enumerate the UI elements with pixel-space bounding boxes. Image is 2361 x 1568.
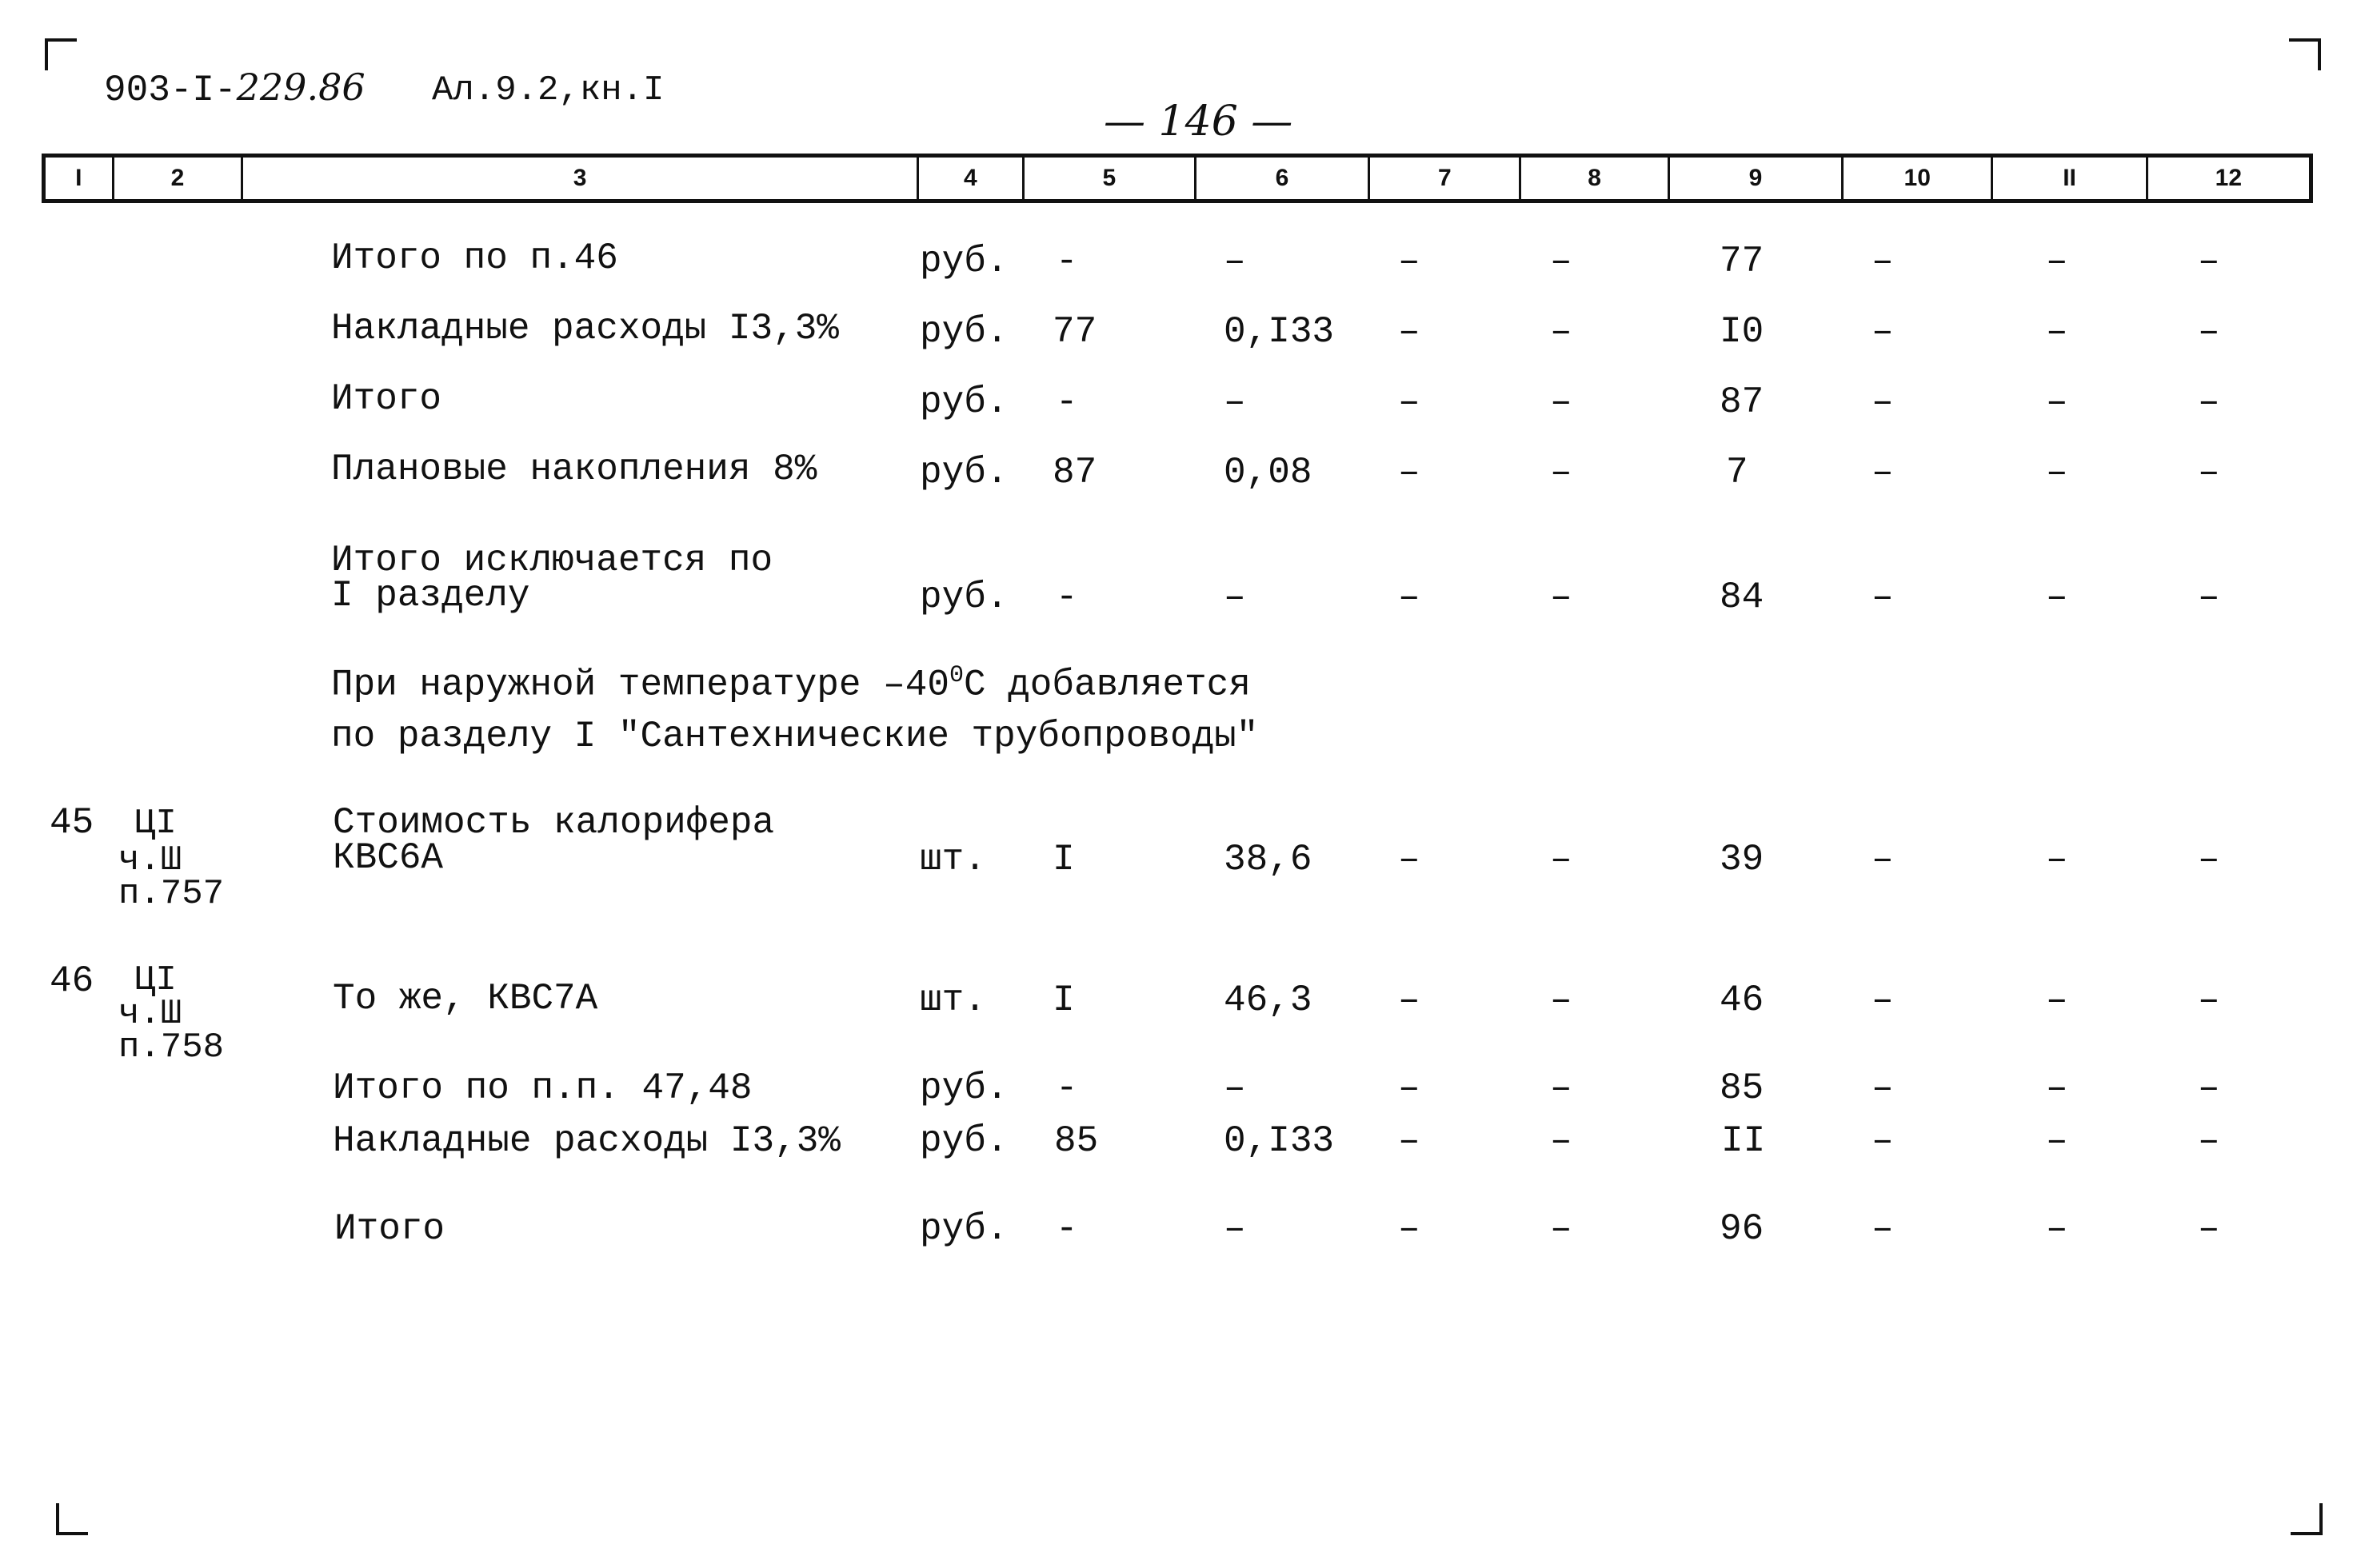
cell-col6: – [1224,1067,1246,1109]
cell-col7: – [1398,1120,1420,1162]
row-unit: руб. [920,1120,1009,1162]
cell-col6: 38,6 [1224,839,1312,880]
cell-col12: – [2198,1120,2220,1162]
cell-col6: 46,3 [1224,980,1312,1021]
cell-col7: – [1398,1208,1420,1250]
cell-col8: – [1550,452,1572,493]
cell-col6: – [1224,577,1246,618]
cell-col8: – [1550,577,1572,618]
corner-mark-top-right [2289,38,2321,70]
row-unit: руб. [920,1067,1009,1109]
cell-col10: – [1872,577,1894,618]
cell-col12: – [2198,311,2220,353]
cell-col7: – [1398,839,1420,880]
note-line2: по разделу I "Сантехнические трубопроводы" [331,716,1259,757]
row-unit: руб. [920,311,1009,353]
cell-col11: – [2046,1120,2068,1162]
cell-col8: – [1550,381,1572,423]
cell-col8: – [1550,1120,1572,1162]
corner-mark-top-left [45,38,77,70]
column-header-1: I [46,158,114,199]
cell-col7: – [1398,452,1420,493]
row-description-line1: Итого исключается по [331,540,773,581]
row-description-line2: I разделу [331,575,530,616]
cell-col7: – [1398,1067,1420,1109]
cell-col6: 0,I33 [1224,1120,1335,1162]
cell-col9: 7 [1726,452,1748,493]
cell-col6: – [1224,241,1246,282]
cell-col11: – [2046,381,2068,423]
cell-col9: 84 [1720,577,1764,618]
source-ref-line2: ч.Ш [118,840,182,880]
item-number: 46 [50,960,94,1002]
row-description: Накладные расходы I3,3% [331,308,839,349]
document-code-main: 903-I- [104,70,237,111]
album-reference: Ал.9.2,кн.I [432,70,665,110]
cell-col11: – [2046,1208,2068,1250]
note-line1: При наружной температуре $-40^0С$ добавляется [331,662,1251,706]
cell-col12: – [2198,381,2220,423]
column-header-row [42,154,2313,203]
cell-col11: – [2046,577,2068,618]
column-header-7: 7 [1370,158,1521,199]
cell-col10: – [1872,1120,1894,1162]
cell-col6: – [1224,381,1246,423]
column-header-8: 8 [1521,158,1669,199]
cell-col5: - [1056,241,1078,282]
row-description-line1: Стоимость калорифера [333,802,775,844]
row-unit: руб. [920,381,1009,423]
column-header-2: 2 [114,158,243,199]
row-description: Итого по п.46 [331,237,618,279]
cell-col12: – [2198,1208,2220,1250]
cell-col12: – [2198,1067,2220,1109]
cell-col9: 85 [1720,1067,1764,1109]
row-unit: шт. [920,980,986,1021]
cell-col11: – [2046,452,2068,493]
cell-col10: – [1872,241,1894,282]
cell-col11: – [2046,839,2068,880]
cell-col7: – [1398,980,1420,1021]
cell-col11: – [2046,311,2068,353]
row-unit: руб. [920,1208,1009,1250]
cell-col10: – [1872,1067,1894,1109]
row-unit: руб. [920,452,1009,493]
corner-mark-bottom-right [2291,1503,2323,1535]
row-description: Накладные расходы I3,3% [333,1120,841,1162]
cell-col10: – [1872,1208,1894,1250]
cell-col5: 85 [1054,1120,1099,1162]
row-description: Итого [331,378,442,420]
cell-col6: 0,08 [1224,452,1312,493]
cell-col6: 0,I33 [1224,311,1335,353]
page-number: — 146 — [1104,98,1293,146]
cell-col5: - [1056,1208,1078,1250]
column-header-3: 3 [243,158,919,199]
cell-col12: – [2198,839,2220,880]
cell-col10: – [1872,980,1894,1021]
row-description: Плановые накопления 8% [331,449,817,490]
row-description-line2: КВС6А [333,837,444,879]
cell-col12: – [2198,980,2220,1021]
cell-col9: 77 [1720,241,1764,282]
cell-col12: – [2198,452,2220,493]
corner-mark-bottom-left [56,1503,88,1535]
cell-col9: 46 [1720,980,1764,1021]
cell-col10: – [1872,381,1894,423]
column-header-4: 4 [919,158,1025,199]
cell-col11: – [2046,980,2068,1021]
cell-col5: I [1053,980,1075,1021]
column-header-9: 9 [1670,158,1844,199]
cell-col12: – [2198,241,2220,282]
cell-col9: 87 [1720,381,1764,423]
cell-col5: I [1053,839,1075,880]
cell-col5: - [1056,577,1078,618]
column-header-11: II [1993,158,2147,199]
cell-col8: – [1550,1067,1572,1109]
document-code-handwritten: 229.86 [236,66,366,109]
row-description: То же, КВС7А [333,978,598,1019]
item-number: 45 [50,802,94,844]
cell-col12: – [2198,577,2220,618]
cell-col5: - [1056,1067,1078,1109]
cell-col9: II [1721,1120,1766,1162]
cell-col5: - [1056,381,1078,423]
cell-col11: – [2046,241,2068,282]
cell-col7: – [1398,577,1420,618]
cell-col5: 77 [1053,311,1097,353]
column-header-12: 12 [2215,165,2243,191]
source-ref-line3: п.758 [118,1027,225,1067]
source-ref-line1: ЦI [134,804,177,844]
cell-col8: – [1550,1208,1572,1250]
cell-col5: 87 [1053,452,1097,493]
cell-col7: – [1398,241,1420,282]
cell-col9: 96 [1720,1208,1764,1250]
column-header-10: 10 [1844,158,1993,199]
cell-col6: – [1224,1208,1246,1250]
document-code [104,66,366,111]
source-ref-line3: п.757 [118,874,225,914]
cell-col10: – [1872,452,1894,493]
row-unit: руб. [920,577,1009,618]
cell-col8: – [1550,241,1572,282]
cell-col9: 39 [1720,839,1764,880]
row-description: Итого [334,1208,445,1250]
source-ref-line2: ч.Ш [118,994,182,1034]
cell-col7: – [1398,381,1420,423]
column-header-5: 5 [1025,158,1196,199]
row-unit: руб. [920,241,1009,282]
cell-col10: – [1872,311,1894,353]
row-unit: шт. [920,839,986,880]
source-ref-line1: ЦI [134,960,177,1000]
cell-col11: – [2046,1067,2068,1109]
row-description: Итого по п.п. 47,48 [333,1067,753,1109]
cell-col10: – [1872,839,1894,880]
cell-col8: – [1550,980,1572,1021]
cell-col9: I0 [1720,311,1764,353]
column-header-6: 6 [1196,158,1370,199]
cell-col8: – [1550,839,1572,880]
cell-col8: – [1550,311,1572,353]
cell-col7: – [1398,311,1420,353]
